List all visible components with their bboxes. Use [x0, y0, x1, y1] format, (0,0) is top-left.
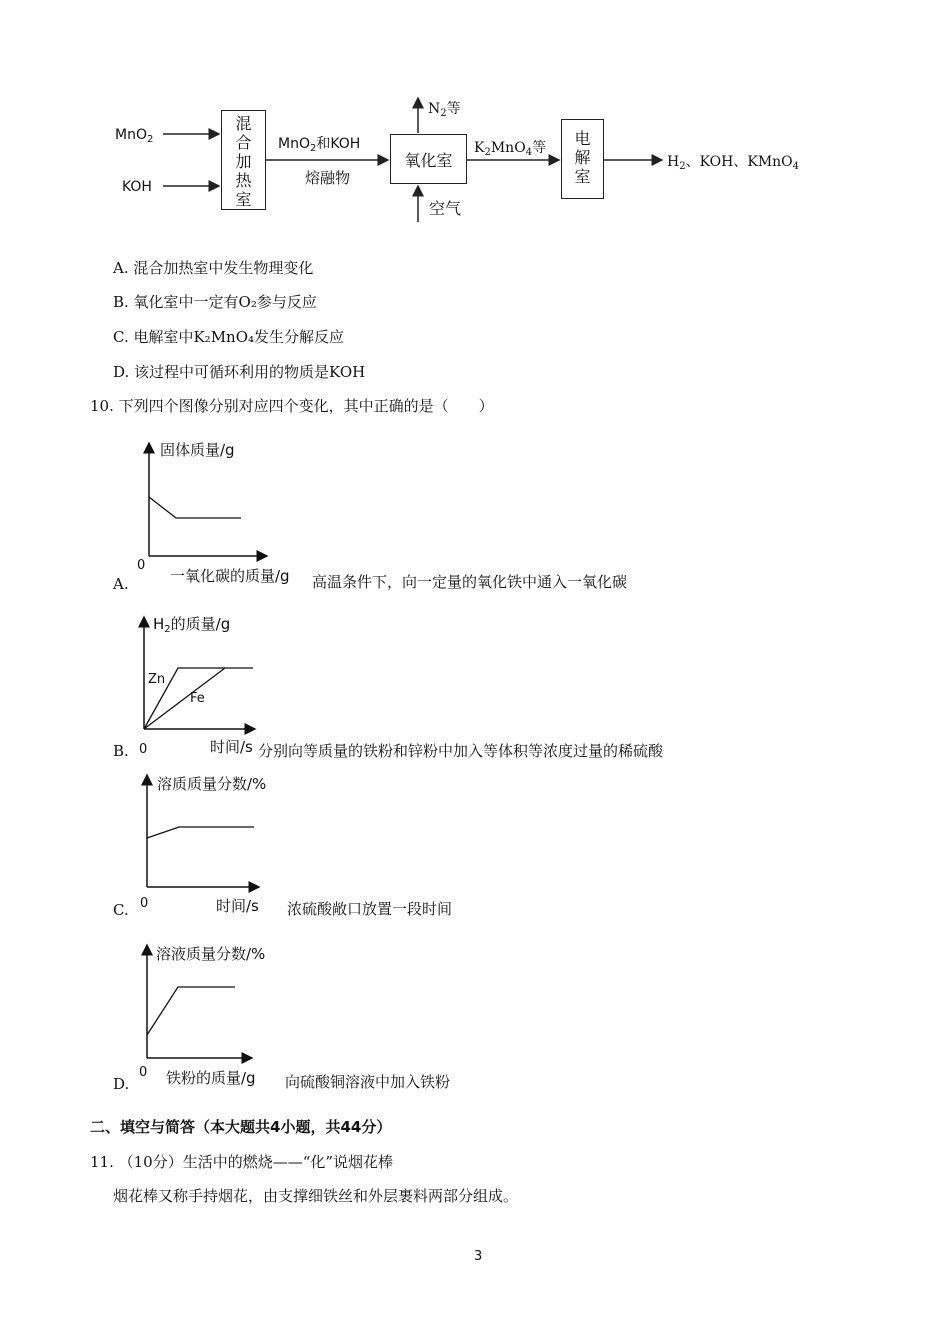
graph-b-origin: 0: [139, 742, 148, 757]
graph-c-x-label: 时间/s: [216, 897, 259, 915]
k2mno4-label: $K_2MnO_4$等: [474, 140, 547, 158]
graph-c-letter: C.: [113, 901, 129, 919]
graph-a-curve: [149, 497, 241, 518]
section-2-heading: 二、填空与简答（本大题共4小题，共44分）: [90, 1118, 392, 1136]
q9-option-b: B. 氧化室中一定有O₂参与反应: [113, 293, 317, 311]
graph-b-zn-label: Zn: [148, 672, 166, 687]
mixing-heating-chamber: 混 合 加 热 室: [221, 110, 266, 210]
graph-d-x-label: 铁粉的质量/g: [166, 1069, 256, 1087]
q10-stem: 10. 下列四个图像分别对应四个变化，其中正确的是（ ）: [90, 397, 494, 415]
input-koh: KOH: [122, 179, 152, 195]
graph-d-letter: D.: [113, 1075, 130, 1093]
products-output: $H_2$、KOH、KMnO$_4$: [667, 154, 800, 172]
q9-option-a: A. 混合加热室中发生物理变化: [113, 259, 314, 277]
melt-label-top: MnO$_2$和KOH: [278, 136, 361, 154]
oxidation-chamber: 氧化室: [390, 134, 467, 184]
air-input: 空气: [429, 199, 462, 218]
graph-b-desc: 分别向等质量的铁粉和锌粉中加入等体积等浓度过量的稀硫酸: [258, 742, 664, 760]
graph-a-origin: 0: [137, 558, 146, 573]
graph-c-curve: [147, 827, 254, 838]
graph-b-y-label: $H_2$的质量/g: [153, 615, 231, 635]
q11-stem: 11. （10分）生活中的燃烧——“化”说烟花棒: [90, 1153, 394, 1171]
q11-body: 烟花棒又称手持烟花，由支撑细铁丝和外层裹料两部分组成。: [113, 1187, 519, 1205]
page-number: 3: [474, 1249, 483, 1264]
input-mno2: MnO$_2$: [115, 127, 154, 145]
n2-output: $N_2$等: [428, 101, 461, 119]
graph-b-fe-label: Fe: [190, 691, 205, 706]
graph-b-x-label: 时间/s: [210, 738, 253, 756]
graph-d-y-label: 溶液质量分数/%: [156, 945, 266, 963]
q9-option-d: D. 该过程中可循环利用的物质是KOH: [113, 363, 366, 381]
q9-option-c: C. 电解室中K₂MnO₄发生分解反应: [113, 328, 345, 346]
graph-d-desc: 向硫酸铜溶液中加入铁粉: [285, 1073, 451, 1091]
graph-a-x-label: 一氧化碳的质量/g: [170, 567, 290, 585]
graph-c-y-label: 溶质质量分数/%: [157, 775, 267, 793]
graph-d-curve: [147, 987, 235, 1035]
electrolysis-chamber: 电 解 室: [561, 119, 604, 199]
melt-label-bottom: 熔融物: [305, 169, 351, 187]
graph-d-origin: 0: [139, 1065, 148, 1080]
graph-a-y-label: 固体质量/g: [160, 441, 235, 459]
graph-c-origin: 0: [140, 896, 149, 911]
graph-a-desc: 高温条件下，向一定量的氧化铁中通入一氧化碳: [312, 573, 628, 591]
graph-b-letter: B.: [113, 742, 129, 760]
graph-c-desc: 浓硫酸敞口放置一段时间: [287, 900, 453, 918]
graph-a-letter: A.: [113, 575, 129, 593]
